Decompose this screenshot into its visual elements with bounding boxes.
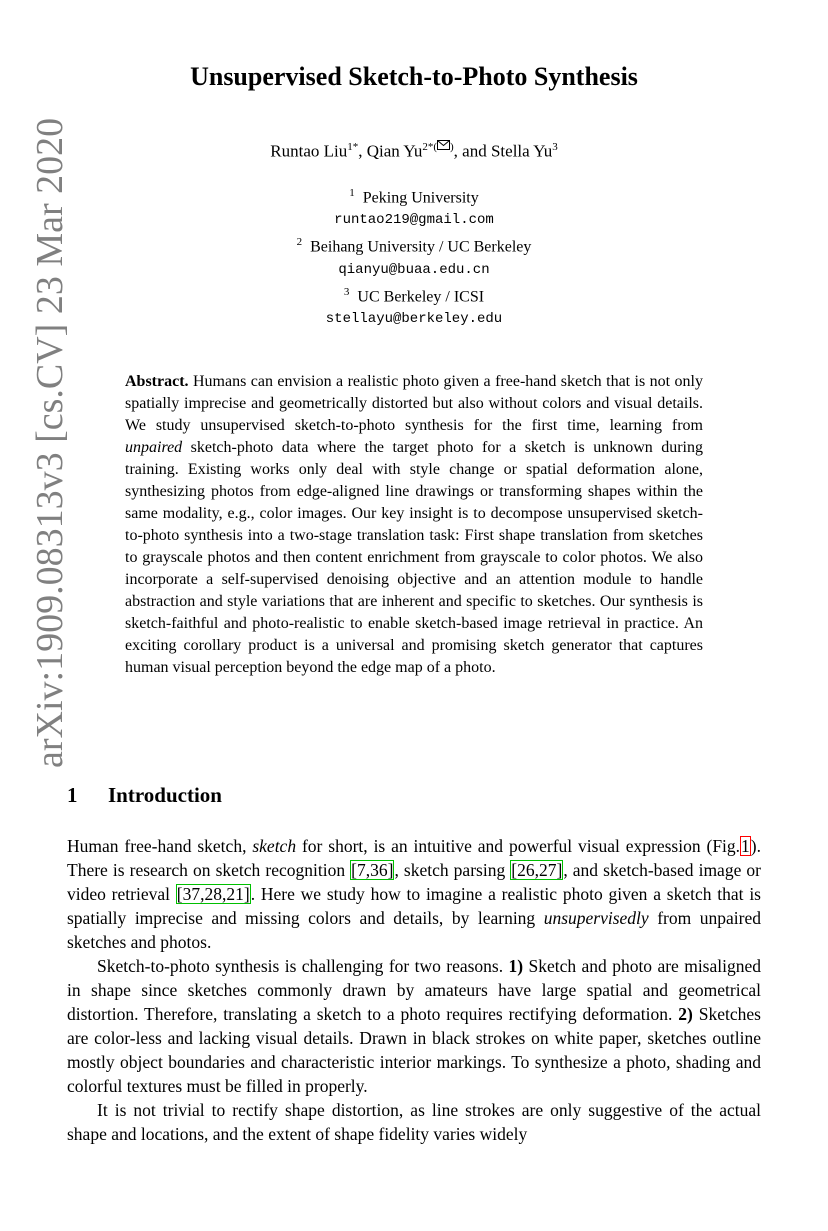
citation-link[interactable]: [26,27]: [511, 860, 563, 880]
author-separator: , and: [453, 141, 491, 161]
section-number: 1: [67, 783, 78, 807]
author-separator: ,: [358, 141, 367, 161]
author-name: Qian Yu: [366, 141, 423, 161]
abstract: Abstract. Humans can envision a realistic photo given a free-hand sketch that is not only spatially imprecise and geometrically distorted but also without colors and visual details. We study unsupervised sketch-to-photo synthesis for the first time, learning from unpaired sketch-photo data where the target photo for a sketch is unknown during training. Existing works only deal with style change or spatial deformation alone, synthesizing photos from edge-aligned line drawings or transforming shapes within the same modality, e.g., color images. Our key insight is to decompose unsupervised sketch-to-photo synthesis into a two-stage translation task: First shape translation from sketches to grayscale photos and then content enrichment from grayscale to color photos. We also incorporate a self-supervised denoising objective and an attention module to handle abstraction and style variations that are inherent and specific to sketches. Our synthesis is sketch-faithful and photo-realistic to enable sketch-based image retrieval in practice. An exciting corollary product is a universal and promising sketch generator that captures human visual perception beyond the edge map of a photo.: [125, 373, 703, 676]
section-title: Introduction: [108, 783, 222, 807]
author-list: [0, 140, 828, 162]
arxiv-identifier: [28, 62, 72, 768]
body-text: [67, 834, 761, 1146]
author-name: Stella Yu: [490, 141, 553, 161]
paragraph: Human free-hand sketch, sketch for short, is an intuitive and powerful visual expression (Fig.1). There is research on sketch recognition [7,36], sketch parsing [26,27], and sketch-based image or video retrieval [37,28,21]. Here we study how to imagine a realistic photo given a sketch that is spatially imprecise and missing colors and details, by learning unsupervisedly from unpaired sketches and photos.: [67, 836, 761, 952]
abstract-label: Abstract.: [125, 373, 189, 390]
paragraph: Sketch-to-photo synthesis is challenging for two reasons. 1) Sketch and photo are misaligned in shape since sketches commonly drawn by amateurs have large spatial and geometrical distortion. Therefore, translating a sketch to a photo requires rectifying deformation. 2) Sketches are color-less and lacking visual details. Drawn in black strokes on white paper, sketches outline mostly object boundaries and characteristic interior markings. To synthesize a photo, shading and colorful textures must be filled in properly.: [67, 956, 761, 1096]
section-heading-introduction: [67, 783, 222, 808]
affiliation-block: [0, 182, 828, 330]
arxiv-identifier-text: arXiv:1909.08313v3 [cs.CV] 23 Mar 2020: [29, 117, 71, 768]
affiliation-line: $^2$ Beihang University / UC Berkeley: [296, 236, 532, 256]
affiliation-line: $^3$ UC Berkeley / ICSI: [343, 285, 485, 305]
figure-reference-link[interactable]: 1: [741, 836, 750, 856]
author-affiliation-mark: 2*( ): [422, 141, 454, 153]
affiliation-email[interactable]: runtao219@gmail.com: [334, 212, 494, 229]
paragraph: It is not trivial to rectify shape distortion, as line strokes are only suggestive of the actual shape and locations, and the extent of shape fidelity varies widely: [67, 1100, 761, 1144]
citation-link[interactable]: [37,28,21]: [176, 884, 250, 904]
citation-link[interactable]: [7,36]: [351, 860, 394, 880]
affiliation-line: $^1$ Peking University: [349, 187, 479, 207]
affiliation-email[interactable]: stellayu@berkeley.edu: [325, 310, 503, 327]
paper-title: Unsupervised Sketch-to-Photo Synthesis: [190, 62, 638, 91]
author-affiliation-mark: 1*: [347, 141, 359, 153]
affiliation-email[interactable]: qianyu@buaa.edu.cn: [338, 261, 490, 278]
author-name: Runtao Liu: [270, 141, 348, 161]
author-affiliation-mark: 3: [552, 141, 558, 153]
envelope-icon: [437, 140, 450, 150]
